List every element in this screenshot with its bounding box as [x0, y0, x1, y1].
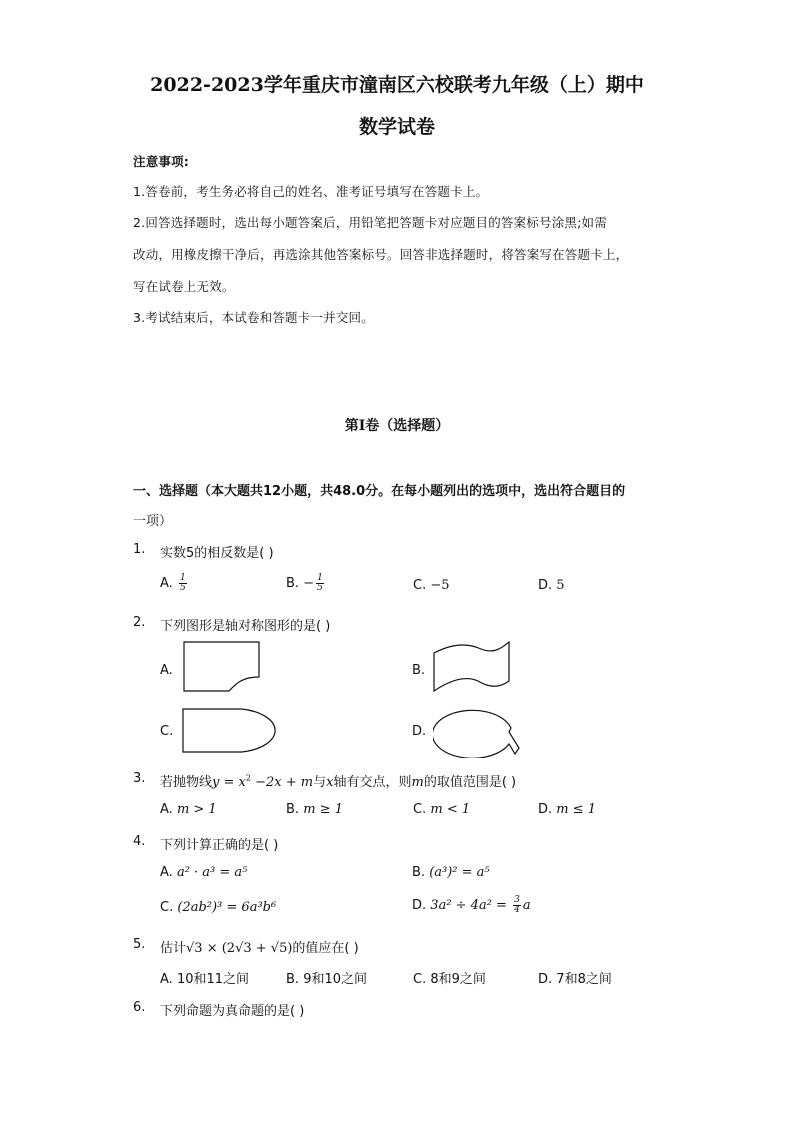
- notice-item-3: 3.考试结束后，本试卷和答题卡一并交回。: [133, 310, 374, 325]
- q5-number: 5.: [133, 937, 146, 952]
- q4-option-d: [412, 896, 531, 915]
- q2-shape-d: [433, 704, 525, 758]
- q5-option-c-value: 8和9之间: [430, 972, 486, 987]
- q2-shape-c: [182, 708, 286, 754]
- q5-stem-expr: √3 × (2√3 + √5): [186, 941, 293, 956]
- q4-option-c: [160, 900, 276, 915]
- q1-option-b-label: B.: [286, 576, 300, 591]
- q3-stem: [160, 771, 516, 790]
- q3-eq-exp: 2: [245, 773, 251, 783]
- q3-option-d-label: D.: [538, 802, 553, 817]
- q5-option-b: [286, 968, 367, 987]
- q4-d-numerator: 3: [514, 895, 520, 905]
- q3-eq-y: y: [212, 775, 220, 790]
- q5-stem-pre: 估计: [160, 941, 187, 956]
- q4-option-a: [160, 865, 247, 880]
- q3-option-d-value: m ≤ 1: [556, 802, 597, 817]
- q2-shape-b: [433, 641, 511, 693]
- q4-option-d-fraction: [513, 896, 521, 915]
- q4-option-a-label: A.: [160, 865, 173, 880]
- q5-option-c-label: C.: [413, 972, 427, 987]
- q3-stem-m: m: [411, 775, 424, 790]
- q1-option-d: [538, 578, 565, 593]
- q4-stem: 下列计算正确的是( ): [160, 838, 279, 853]
- q1-option-b: [286, 574, 326, 593]
- q3-option-d: [538, 802, 596, 817]
- part-title: 第I卷（选择题）: [344, 418, 450, 434]
- q4-option-a-value: a² · a³ = a⁵: [176, 865, 248, 880]
- q1-option-a-fraction: [179, 574, 187, 593]
- q3-option-c-label: C.: [413, 802, 427, 817]
- q1-option-b-fraction: [316, 574, 324, 593]
- notice-item-2c: 写在试卷上无效。: [133, 279, 235, 294]
- notice-heading: 注意事项:: [133, 154, 189, 169]
- q1-option-d-value: 5: [556, 578, 565, 593]
- q5-option-a: [160, 968, 249, 987]
- q3-option-a-label: A.: [160, 802, 173, 817]
- section-heading-line1: 一、选择题（本大题共12小题，共48.0分。在每小题列出的选项中，选出符合题目的: [133, 484, 626, 499]
- q3-stem-mid2: 轴有交点，则: [333, 775, 412, 790]
- q2-option-a-label: A.: [160, 663, 173, 678]
- q1-option-d-label: D.: [538, 578, 553, 593]
- q1-number: 1.: [133, 542, 146, 557]
- section-heading-line2: 一项）: [133, 514, 173, 529]
- q3-option-c-value: m < 1: [430, 802, 471, 817]
- q5-option-b-label: B.: [286, 972, 300, 987]
- q4-option-d-post: a: [522, 898, 531, 913]
- q6-number: 6.: [133, 1000, 146, 1015]
- q1-b-denominator: 5: [317, 583, 323, 593]
- q4-d-denominator: 4: [514, 905, 520, 915]
- q5-option-d-label: D.: [538, 972, 553, 987]
- q5-option-d-value: 7和8之间: [556, 972, 612, 987]
- q2-option-b-label: B.: [412, 663, 426, 678]
- q2-option-d-label: D.: [412, 724, 427, 739]
- notice-item-1: 1.答卷前，考生务必将自己的姓名、准考证号填写在答题卡上。: [133, 184, 489, 199]
- q4-option-b-value: (a³)² = a⁵: [429, 865, 490, 880]
- q4-number: 4.: [133, 834, 146, 849]
- exam-title-line2: 数学试卷: [358, 116, 435, 138]
- q5-stem-post: 的值应在( ): [292, 941, 359, 956]
- q3-option-b-value: m ≥ 1: [303, 802, 343, 817]
- q1-b-numerator: 1: [317, 573, 323, 583]
- q3-option-b: [286, 802, 343, 817]
- notice-item-2b: 改动，用橡皮擦干净后，再选涂其他答案标号。回答非选择题时，将答案写在答题卡上，: [133, 247, 629, 262]
- q3-number: 3.: [133, 771, 146, 786]
- q2-option-c-label: C.: [160, 724, 174, 739]
- q5-stem: [160, 937, 359, 956]
- q3-eq-equals: =: [219, 775, 239, 790]
- q3-stem-post: 的取值范围是( ): [423, 775, 517, 790]
- q1-option-a-label: A.: [160, 576, 173, 591]
- q1-a-numerator: 1: [179, 573, 186, 583]
- q4-option-b: [412, 865, 490, 880]
- notice-item-2a: 2.回答选择题时，选出每小题答案后，用铅笔把答题卡对应题目的答案标号涂黑;如需: [133, 215, 607, 230]
- q3-stem-pre: 若抛物线: [160, 775, 213, 790]
- q1-option-a: [160, 574, 189, 593]
- q4-option-b-label: B.: [412, 865, 426, 880]
- q1-option-c-label: C.: [413, 578, 427, 593]
- q3-option-c: [413, 802, 470, 817]
- q4-option-d-label: D.: [412, 898, 427, 913]
- q3-eq-x: x: [238, 775, 246, 790]
- q3-stem-mid: 与: [313, 775, 327, 790]
- q1-a-denominator: 5: [179, 583, 186, 593]
- q5-option-a-label: A.: [160, 972, 173, 987]
- q5-option-d: [538, 968, 612, 987]
- q3-option-b-label: B.: [286, 802, 300, 817]
- q6-stem: 下列命题为真命题的是( ): [160, 1004, 305, 1019]
- q3-stem-x: x: [326, 775, 334, 790]
- q2-number: 2.: [133, 615, 146, 630]
- q3-option-a-value: m > 1: [176, 802, 217, 817]
- q2-shape-a: [183, 641, 261, 693]
- q5-option-a-value: 10和11之间: [176, 972, 250, 987]
- exam-title-line1: 2022-2023学年重庆市潼南区六校联考九年级（上）期中: [150, 74, 644, 96]
- q4-option-c-label: C.: [160, 900, 174, 915]
- q1-option-c-value: −5: [430, 578, 450, 593]
- q1-stem: 实数5的相反数是( ): [160, 546, 274, 561]
- q2-stem: 下列图形是轴对称图形的是( ): [160, 619, 331, 634]
- q3-eq-rest: −2x + m: [250, 775, 314, 790]
- q5-option-c: [413, 968, 486, 987]
- q4-option-d-pre: 3a² ÷ 4a² =: [430, 898, 512, 913]
- q1-option-c: [413, 578, 450, 593]
- q5-option-b-value: 9和10之间: [303, 972, 368, 987]
- q4-option-c-value: (2ab²)³ = 6a³b⁶: [177, 900, 277, 915]
- q1-option-b-sign: −: [303, 576, 315, 591]
- q3-option-a: [160, 802, 217, 817]
